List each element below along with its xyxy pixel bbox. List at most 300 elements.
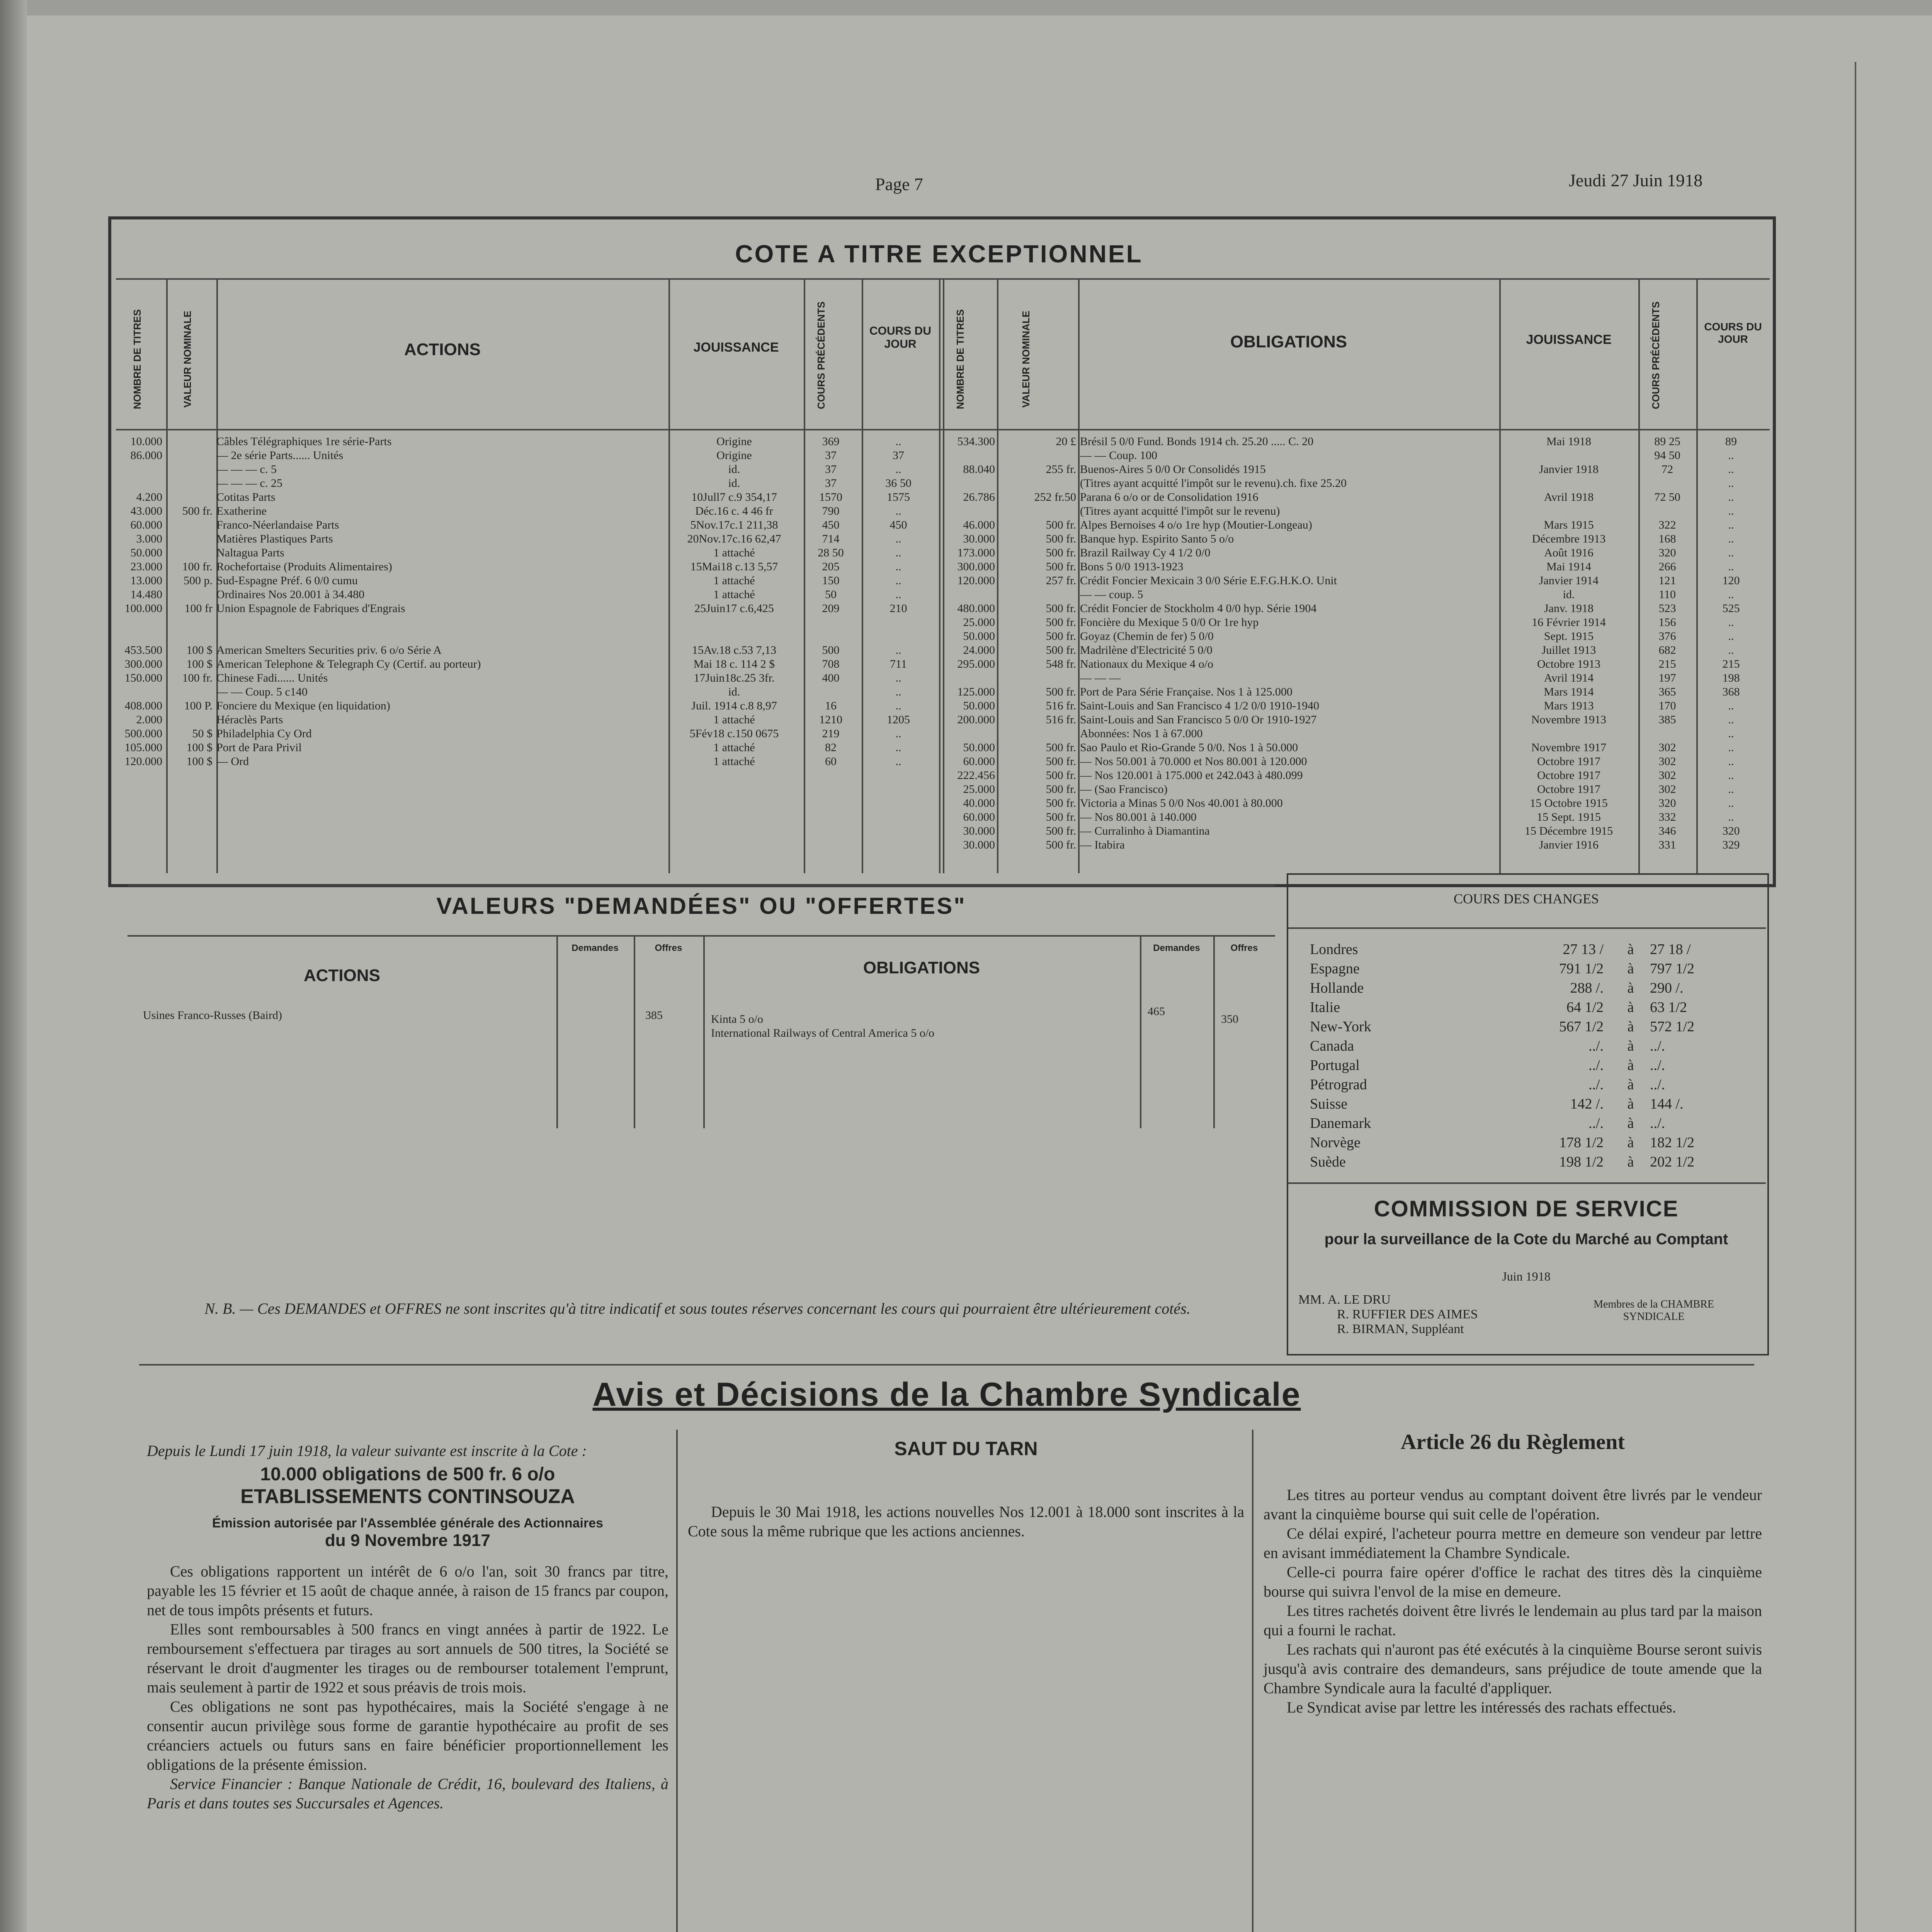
change-value: 791 1/2 bbox=[1559, 961, 1604, 977]
cote-cell: 100 $ bbox=[186, 658, 213, 670]
cote-cell: .. bbox=[895, 560, 901, 573]
change-row bbox=[1310, 1057, 1754, 1076]
col-jouissance: JOUISSANCE bbox=[693, 340, 779, 355]
cote-cell: Mars 1915 bbox=[1544, 519, 1594, 531]
change-value: 290 /. bbox=[1650, 980, 1684, 996]
cote-row bbox=[116, 560, 941, 574]
cote-cell: 10Jull7 c.9 354,17 bbox=[691, 491, 777, 503]
cote-cell: 500 bbox=[822, 644, 840, 656]
cote-cell: 331 bbox=[1658, 838, 1676, 851]
avis-col2 bbox=[688, 1437, 1244, 1541]
demandees-top-rule bbox=[128, 885, 1275, 886]
cote-cell: Avril 1914 bbox=[1544, 672, 1594, 684]
page-edge-line bbox=[1855, 62, 1856, 1932]
cote-cell: 252 fr.50 bbox=[1034, 491, 1076, 503]
cote-cell: 711 bbox=[890, 658, 907, 670]
cote-cell: Fonciere du Mexique (en liquidation) bbox=[216, 699, 390, 712]
cote-cell: 82 bbox=[825, 741, 837, 754]
cote-cell: 215 bbox=[1658, 658, 1676, 670]
change-value: 178 1/2 bbox=[1559, 1134, 1604, 1151]
cote-cell: 302 bbox=[1658, 755, 1676, 768]
cote-cell: Crédit Foncier Mexicain 3 0/0 Série E.F.G.H.K.O. Unit bbox=[1080, 574, 1337, 587]
cote-row bbox=[945, 643, 1768, 657]
cote-obligations-table bbox=[945, 435, 1768, 852]
cote-cell: 210 bbox=[889, 602, 907, 615]
cote-cell: 500 fr. bbox=[1046, 741, 1076, 754]
col-valeur-r: VALEUR NOMINALE bbox=[1020, 311, 1032, 408]
cote-cell: 100 fr. bbox=[182, 672, 213, 684]
change-value: ../. bbox=[1588, 1077, 1604, 1093]
cote-cell: — — — c. 5 bbox=[216, 463, 277, 476]
change-row bbox=[1310, 960, 1754, 980]
cote-cell: 500 fr. bbox=[1046, 811, 1076, 823]
cote-cell: 500 fr. bbox=[1046, 755, 1076, 768]
change-country: Norvège bbox=[1310, 1134, 1361, 1151]
cote-cell: 219 bbox=[822, 727, 840, 740]
cote-cell: 60 bbox=[825, 755, 837, 768]
cote-cell: Octobre 1913 bbox=[1537, 658, 1601, 670]
cote-cell: 480.000 bbox=[957, 602, 995, 615]
page-date: Jeudi 27 Juin 1918 bbox=[1569, 170, 1703, 190]
cote-cell: 500 fr. bbox=[1046, 838, 1076, 851]
cote-cell: 88.040 bbox=[963, 463, 995, 476]
change-value: ../. bbox=[1588, 1057, 1604, 1073]
change-value: 142 /. bbox=[1570, 1096, 1604, 1112]
cote-cell: 72 50 bbox=[1654, 491, 1680, 503]
change-value: 797 1/2 bbox=[1650, 961, 1695, 977]
cote-cell: 332 bbox=[1658, 811, 1676, 823]
cote-cell: 121 bbox=[1658, 574, 1676, 587]
cote-cell: .. bbox=[1728, 449, 1734, 462]
change-value: à bbox=[1627, 1134, 1634, 1151]
cote-cell: 20 £ bbox=[1056, 435, 1076, 448]
cote-cell: Saint-Louis and San Francisco 4 1/2 0/0 1910-1940 bbox=[1080, 699, 1320, 712]
change-row bbox=[1310, 999, 1754, 1018]
cote-cell: 500 fr. bbox=[1046, 644, 1076, 656]
cote-cell: 300.000 bbox=[124, 658, 162, 670]
change-value: 288 /. bbox=[1570, 980, 1604, 996]
cote-cell: .. bbox=[895, 532, 901, 545]
cote-cell: 37 bbox=[893, 449, 904, 462]
cote-row bbox=[945, 629, 1768, 643]
article-p4: Les titres rachetés doivent être livrés le lendemain au plus tard par la maison qui a fourni le rachat. bbox=[1264, 1602, 1762, 1639]
cote-cell: Sept. 1915 bbox=[1544, 630, 1594, 643]
cote-cell: 329 bbox=[1722, 838, 1740, 851]
cote-cell: .. bbox=[895, 699, 901, 712]
change-value: à bbox=[1627, 941, 1634, 957]
cote-cell: 400 bbox=[822, 672, 840, 684]
cote-cell: 110 bbox=[1659, 588, 1676, 601]
cote-cell: 20Nov.17c.16 62,47 bbox=[687, 532, 781, 545]
article-p2: Ce délai expiré, l'acheteur pourra mettre en demeure son vendeur par lettre en avisant immédiatement la Chambre Syndicale. bbox=[1264, 1525, 1762, 1561]
cote-cell: 500 fr. bbox=[1046, 519, 1076, 531]
cote-cell: 37 bbox=[825, 449, 837, 462]
cote-row bbox=[945, 463, 1768, 476]
cote-cell: 302 bbox=[1658, 783, 1676, 796]
col-cours-prec: COURS PRÉCÉDENTS bbox=[815, 301, 827, 410]
change-value: à bbox=[1627, 1115, 1634, 1131]
cote-row bbox=[945, 671, 1768, 685]
cote-cell: 266 bbox=[1658, 560, 1676, 573]
cote-row bbox=[945, 755, 1768, 769]
cote-cell: 320 bbox=[1658, 546, 1676, 559]
member: MM. A. LE DRU bbox=[1298, 1293, 1391, 1307]
cote-cell: id. bbox=[1563, 588, 1575, 601]
cote-row bbox=[116, 643, 941, 657]
cote-row bbox=[945, 504, 1768, 518]
cote-cell: 150 bbox=[822, 574, 840, 587]
commission-month: Juin 1918 bbox=[1502, 1269, 1551, 1283]
cote-cell: American Telephone & Telegraph Cy (Certif. au porteur) bbox=[216, 658, 481, 670]
demandees-rule bbox=[128, 935, 1275, 937]
change-row bbox=[1310, 1037, 1754, 1057]
change-row bbox=[1310, 1134, 1754, 1153]
cote-cell: .. bbox=[895, 546, 901, 559]
cote-row bbox=[945, 560, 1768, 574]
cote-cell: .. bbox=[895, 672, 901, 684]
cote-row bbox=[945, 796, 1768, 810]
cote-row bbox=[116, 699, 941, 713]
cote-cell: 1575 bbox=[887, 491, 910, 503]
cote-cell: 72 bbox=[1662, 463, 1673, 476]
cote-row bbox=[116, 546, 941, 560]
cote-cell: 198 bbox=[1722, 672, 1740, 684]
demandees-actions-header: ACTIONS bbox=[304, 966, 380, 985]
cote-cell: 25.000 bbox=[963, 616, 995, 629]
cote-row bbox=[116, 574, 941, 588]
cote-cell: Juillet 1913 bbox=[1541, 644, 1596, 656]
cote-cell: 295.000 bbox=[957, 658, 995, 670]
cote-cell: Abonnées: Nos 1 à 67.000 bbox=[1080, 727, 1203, 740]
col-jouissance-r: JOUISSANCE bbox=[1526, 332, 1612, 347]
cote-cell: Août 1916 bbox=[1544, 546, 1594, 559]
cote-cell: Déc.16 c. 4 46 fr bbox=[695, 505, 773, 517]
cote-cell: Madrilène d'Electricité 5 0/0 bbox=[1080, 644, 1213, 656]
commission-role: Membres de la CHAMBRE SYNDICALE bbox=[1594, 1298, 1714, 1323]
cote-cell: Octobre 1917 bbox=[1537, 769, 1601, 782]
change-row bbox=[1310, 1076, 1754, 1095]
cote-cell: .. bbox=[1728, 811, 1734, 823]
cote-cell: 548 fr. bbox=[1046, 658, 1076, 670]
cote-cell: Goyaz (Chemin de fer) 5 0/0 bbox=[1080, 630, 1214, 643]
avis-title: Avis et Décisions de la Chambre Syndicale bbox=[592, 1376, 1301, 1413]
cote-row bbox=[116, 463, 941, 476]
saut-text: Depuis le 30 Mai 1918, les actions nouvelles Nos 12.001 à 18.000 sont inscrites à la Cote sous la même rubrique que les actions anciennes. bbox=[688, 1503, 1244, 1540]
cote-cell: Cotitas Parts bbox=[216, 491, 276, 503]
cote-cell: 89 25 bbox=[1654, 435, 1680, 448]
cote-cell: Bons 5 0/0 1913-1923 bbox=[1080, 560, 1184, 573]
cote-cell: 4.200 bbox=[136, 491, 162, 503]
cote-row bbox=[945, 490, 1768, 504]
cote-cell: 300.000 bbox=[957, 560, 995, 573]
demandee-action-offre: 385 bbox=[645, 1009, 663, 1022]
cote-row bbox=[945, 713, 1768, 727]
cote-cell: 26.786 bbox=[963, 491, 995, 503]
cote-cell: 28 50 bbox=[818, 546, 844, 559]
cote-cell: 682 bbox=[1658, 644, 1676, 656]
cote-cell: 89 bbox=[1725, 435, 1737, 448]
cote-cell: Origine bbox=[716, 435, 752, 448]
cote-row bbox=[116, 713, 941, 727]
cote-cell: Parana 6 o/o or de Consolidation 1916 bbox=[1080, 491, 1259, 503]
saut-title: SAUT DU TARN bbox=[894, 1438, 1038, 1459]
cote-cell: 790 bbox=[822, 505, 840, 517]
cote-cell: (Titres ayant acquitté l'impôt sur le revenu) bbox=[1080, 505, 1280, 517]
commission-subtitle: pour la surveillance de la Cote du Marché au Comptant bbox=[1324, 1231, 1728, 1248]
cote-cell: Buenos-Aires 5 0/0 Or Consolidés 1915 bbox=[1080, 463, 1266, 476]
col-valeur: VALEUR NOMINALE bbox=[182, 311, 193, 408]
change-country: Hollande bbox=[1310, 980, 1364, 996]
article-title: Article 26 du Règlement bbox=[1400, 1430, 1625, 1454]
cote-cell: 100 $ bbox=[186, 644, 213, 656]
cote-row bbox=[945, 546, 1768, 560]
avis-top-rule bbox=[139, 1364, 1754, 1366]
cote-cell: — Curralinho à Diamantina bbox=[1080, 825, 1210, 837]
cote-cell: Naltagua Parts bbox=[216, 546, 284, 559]
change-value: à bbox=[1627, 1038, 1634, 1054]
cote-cell: Saint-Louis and San Francisco 5 0/0 Or 1910-1927 bbox=[1080, 713, 1317, 726]
cote-row bbox=[116, 657, 941, 671]
cote-row bbox=[945, 782, 1768, 796]
change-value: 27 18 / bbox=[1650, 941, 1691, 957]
cote-row bbox=[116, 671, 941, 685]
cote-cell: 302 bbox=[1658, 741, 1676, 754]
cote-cell: .. bbox=[1728, 741, 1734, 754]
commission-rule bbox=[1288, 1182, 1766, 1184]
cote-cell: 500 fr. bbox=[1046, 532, 1076, 545]
cote-cell: 120 bbox=[1722, 574, 1740, 587]
change-value: 567 1/2 bbox=[1559, 1019, 1604, 1035]
cote-cell: .. bbox=[895, 644, 901, 656]
cote-cell: 1 attaché bbox=[713, 713, 755, 726]
cote-cell: — — Coup. 100 bbox=[1080, 449, 1158, 462]
cote-cell: 500 fr. bbox=[1046, 630, 1076, 643]
cote-cell: 170 bbox=[1658, 699, 1676, 712]
cote-cell: — Nos 80.001 à 140.000 bbox=[1080, 811, 1197, 823]
change-value: à bbox=[1627, 1154, 1634, 1170]
article-p3: Celle-ci pourra faire opérer d'office le rachat des titres dès la cinquième bourse qui suivra l'envol de la mise en demeure. bbox=[1264, 1563, 1762, 1600]
cote-cell: 5Fév18 c.150 0675 bbox=[689, 727, 779, 740]
avis-p3: Ces obligations ne sont pas hypothécaires, mais la Société s'engage à ne consentir aucun privilège sous forme de garantie hypothécaire au profit de ses créanciers actuels ou futurs sans en faire bénéficier proportionnellement les obligations de la présente émission. bbox=[147, 1698, 668, 1773]
cote-row bbox=[945, 588, 1768, 602]
change-country: Espagne bbox=[1310, 961, 1360, 977]
col-nombre-r: NOMBRE DE TITRES bbox=[954, 309, 966, 410]
commission-title: COMMISSION DE SERVICE bbox=[1374, 1196, 1679, 1221]
change-value: ../. bbox=[1650, 1057, 1665, 1073]
cote-cell: Octobre 1917 bbox=[1537, 783, 1601, 796]
divider bbox=[556, 935, 558, 1128]
change-value: à bbox=[1627, 980, 1634, 996]
change-value: ../. bbox=[1588, 1115, 1604, 1131]
col-cours-prec-r: COURS PRÉCÉDENTS bbox=[1650, 301, 1662, 410]
offres-header: Offres bbox=[655, 943, 682, 953]
demandes-header: Demandes bbox=[571, 943, 619, 953]
cote-cell: .. bbox=[1728, 797, 1734, 810]
change-country: Suède bbox=[1310, 1154, 1346, 1170]
cote-row bbox=[945, 824, 1768, 838]
cote-cell: 50 $ bbox=[192, 727, 213, 740]
cote-cell: 1 attaché bbox=[713, 574, 755, 587]
change-row bbox=[1310, 1095, 1754, 1115]
cote-cell: 1210 bbox=[819, 713, 842, 726]
cote-cell: 120.000 bbox=[957, 574, 995, 587]
cote-cell: Origine bbox=[716, 449, 752, 462]
cote-cell: 255 fr. bbox=[1046, 463, 1076, 476]
cote-cell: 1 attaché bbox=[713, 755, 755, 768]
cote-row bbox=[945, 685, 1768, 699]
cote-cell: 23.000 bbox=[130, 560, 162, 573]
cote-cell: 500 p. bbox=[184, 574, 213, 587]
cote-cell: 43.000 bbox=[130, 505, 162, 517]
cote-cell: Janvier 1918 bbox=[1539, 463, 1599, 476]
change-row bbox=[1310, 980, 1754, 999]
avis-divider bbox=[1252, 1430, 1253, 1932]
cote-row bbox=[116, 449, 941, 463]
cote-cell: .. bbox=[1728, 532, 1734, 545]
cote-cell: 25Juin17 c.6,425 bbox=[694, 602, 774, 615]
cote-cell: — Ord bbox=[216, 755, 249, 768]
change-value: 572 1/2 bbox=[1650, 1019, 1695, 1035]
change-value: 144 /. bbox=[1650, 1096, 1684, 1112]
cote-cell: Décembre 1913 bbox=[1532, 532, 1606, 545]
cote-cell: Mai 18 c. 114 2 $ bbox=[693, 658, 775, 670]
cote-cell: Mai 1914 bbox=[1546, 560, 1591, 573]
cote-cell: .. bbox=[895, 463, 901, 476]
cote-cell: Port de Para Série Française. Nos 1 à 125.000 bbox=[1080, 685, 1293, 698]
change-value: 64 1/2 bbox=[1566, 999, 1604, 1015]
cote-cell: 50 bbox=[825, 588, 837, 601]
cote-row bbox=[116, 629, 941, 643]
cote-cell: Union Espagnole de Fabriques d'Engrais bbox=[216, 602, 405, 615]
cote-cell: 100 $ bbox=[186, 755, 213, 768]
cote-cell: 500 fr. bbox=[1046, 797, 1076, 810]
cote-cell: Victoria a Minas 5 0/0 Nos 40.001 à 80.000 bbox=[1080, 797, 1283, 810]
changes-table bbox=[1310, 941, 1754, 1173]
member: R. BIRMAN, Suppléant bbox=[1337, 1322, 1464, 1336]
demandes-header-r: Demandes bbox=[1153, 943, 1200, 953]
cote-cell: Janvier 1916 bbox=[1539, 838, 1599, 851]
cote-cell: 168 bbox=[1658, 532, 1676, 545]
col-actions: ACTIONS bbox=[404, 340, 481, 359]
cote-cell: 15 Octobre 1915 bbox=[1530, 797, 1608, 810]
cote-cell: 714 bbox=[822, 532, 840, 545]
change-row bbox=[1310, 1018, 1754, 1037]
cote-cell: 16 Février 1914 bbox=[1532, 616, 1606, 629]
cote-cell: 500 fr. bbox=[1046, 546, 1076, 559]
cote-divider bbox=[943, 278, 944, 873]
cote-cell: .. bbox=[1728, 546, 1734, 559]
cote-cell: 500 fr. bbox=[1046, 616, 1076, 629]
change-country: New-York bbox=[1310, 1019, 1371, 1035]
cote-cell: Sao Paulo et Rio-Grande 5 0/0. Nos 1 à 50.000 bbox=[1080, 741, 1298, 754]
cote-cell: Brazil Railway Cy 4 1/2 0/0 bbox=[1080, 546, 1211, 559]
cote-cell: Novembre 1917 bbox=[1531, 741, 1607, 754]
col-cours-jour: COURS DU JOUR bbox=[869, 325, 931, 350]
cote-cell: American Smelters Securities priv. 6 o/o Série A bbox=[216, 644, 442, 656]
cote-cell: 94 50 bbox=[1654, 449, 1680, 462]
cote-cell: 197 bbox=[1658, 672, 1676, 684]
cote-cell: — Nos 120.001 à 175.000 et 242.043 à 480.099 bbox=[1080, 769, 1303, 782]
cote-cell: .. bbox=[1728, 560, 1734, 573]
cote-cell: .. bbox=[1728, 644, 1734, 656]
cote-cell: 1 attaché bbox=[713, 588, 755, 601]
cote-cell: 86.000 bbox=[130, 449, 162, 462]
cote-cell: 222.456 bbox=[957, 769, 995, 782]
cote-cell: Banque hyp. Espirito Santo 5 o/o bbox=[1080, 532, 1234, 545]
cote-cell: 100 P. bbox=[184, 699, 213, 712]
cote-row bbox=[945, 769, 1768, 782]
change-value: ../. bbox=[1650, 1038, 1665, 1054]
change-country: Londres bbox=[1310, 941, 1358, 957]
cote-row bbox=[945, 699, 1768, 713]
cote-cell: 60.000 bbox=[963, 755, 995, 768]
cote-cell: Sud-Espagne Préf. 6 0/0 cumu bbox=[216, 574, 358, 587]
demandee-action: Usines Franco-Russes (Baird) bbox=[143, 1009, 282, 1022]
cote-row bbox=[116, 741, 941, 755]
cote-cell: 10.000 bbox=[130, 435, 162, 448]
cote-cell: 500 fr. bbox=[1046, 560, 1076, 573]
avis-p1: Ces obligations rapportent un intérêt de 6 o/o l'an, soit 30 francs par titre, payable les 15 février et 15 août de chaque année, à raison de 15 francs par coupon, net de tous impôts présents et futurs. bbox=[147, 1563, 668, 1619]
cote-cell: Franco-Néerlandaise Parts bbox=[216, 519, 339, 531]
divider bbox=[1213, 935, 1215, 1128]
change-country: Suisse bbox=[1310, 1096, 1348, 1112]
cote-cell: 369 bbox=[822, 435, 840, 448]
cote-row bbox=[945, 741, 1768, 755]
cote-cell: 346 bbox=[1658, 825, 1676, 837]
change-row bbox=[1310, 941, 1754, 960]
cote-cell: Héraclès Parts bbox=[216, 713, 283, 726]
cote-cell: .. bbox=[1728, 505, 1734, 517]
cote-row bbox=[116, 755, 941, 769]
cote-cell: .. bbox=[895, 685, 901, 698]
cote-cell: Rochefortaise (Produits Alimentaires) bbox=[216, 560, 392, 573]
cote-row bbox=[945, 435, 1768, 449]
cote-cell: 16 bbox=[825, 699, 837, 712]
cote-row bbox=[116, 435, 941, 449]
cote-row bbox=[116, 504, 941, 518]
cote-row bbox=[116, 532, 941, 546]
avis-divider bbox=[676, 1430, 678, 1932]
cote-cell: 500 fr. bbox=[1046, 783, 1076, 796]
cote-cell: 453.500 bbox=[124, 644, 162, 656]
cote-cell: — (Sao Francisco) bbox=[1080, 783, 1168, 796]
cote-cell: — — — bbox=[1080, 672, 1121, 684]
avis-col1 bbox=[147, 1441, 668, 1813]
change-country: Pétrograd bbox=[1310, 1077, 1367, 1093]
cote-row bbox=[116, 518, 941, 532]
cote-cell: Juil. 1914 c.8 8,97 bbox=[691, 699, 777, 712]
cote-cell: 25.000 bbox=[963, 783, 995, 796]
cote-cell: Crédit Foncier de Stockholm 4 0/0 hyp. Série 1904 bbox=[1080, 602, 1317, 615]
cote-row bbox=[945, 616, 1768, 629]
cote-row bbox=[945, 449, 1768, 463]
cote-cell: .. bbox=[1728, 699, 1734, 712]
cote-row bbox=[116, 727, 941, 741]
cote-cell: 50.000 bbox=[963, 630, 995, 643]
cote-cell: 257 fr. bbox=[1046, 574, 1076, 587]
change-value: ../. bbox=[1588, 1038, 1604, 1054]
cote-cell: .. bbox=[895, 505, 901, 517]
cote-cell: 516 fr. bbox=[1046, 713, 1076, 726]
cote-cell: id. bbox=[728, 463, 740, 476]
change-country: Canada bbox=[1310, 1038, 1354, 1054]
cote-cell: 3.000 bbox=[136, 532, 162, 545]
cote-cell: Janvier 1914 bbox=[1539, 574, 1599, 587]
change-value: ../. bbox=[1650, 1115, 1665, 1131]
cote-cell: Port de Para Privil bbox=[216, 741, 302, 754]
cote-cell: 200.000 bbox=[957, 713, 995, 726]
cote-cell: Mars 1914 bbox=[1544, 685, 1594, 698]
